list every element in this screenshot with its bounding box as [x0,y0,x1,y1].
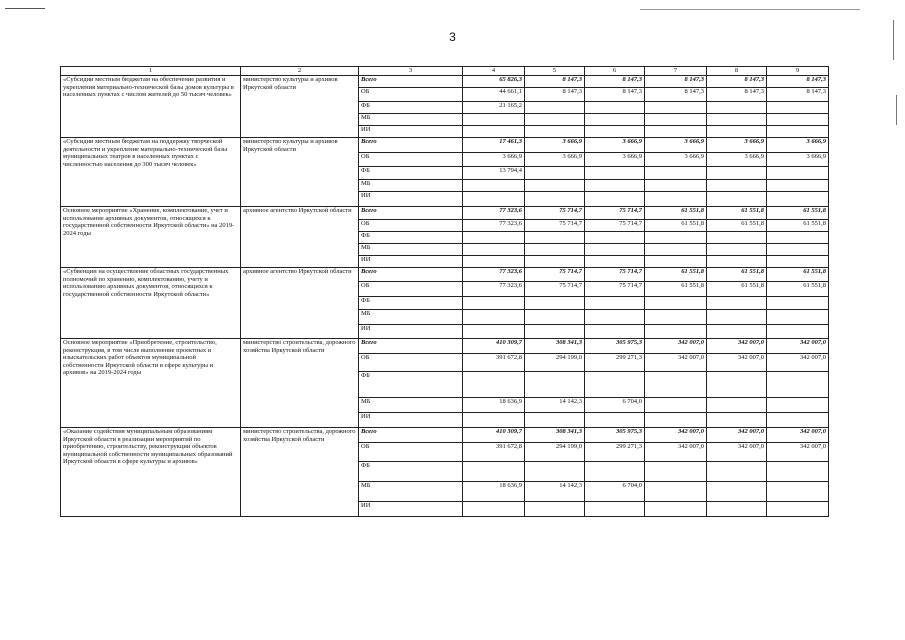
amount-cell: 8 147,3 [767,88,829,102]
amount-cell [525,192,585,207]
amount-cell [585,413,645,428]
amount-cell [585,256,645,268]
amount-cell: 342 007,0 [767,354,829,372]
amount-cell [767,244,829,256]
amount-cell [707,482,767,502]
amount-cell: 61 551,8 [767,207,829,220]
amount-cell [707,310,767,325]
amount-cell: 75 714,7 [525,282,585,297]
amount-cell: 3 666,9 [767,153,829,167]
amount-cell: 342 007,0 [707,339,767,354]
amount-cell: 61 551,8 [645,268,707,282]
table-row [61,76,829,88]
amount-cell: 8 147,3 [767,76,829,88]
amount-cell [707,325,767,339]
amount-cell [525,502,585,517]
funding-source: МБ [359,310,463,325]
funding-source: Всего [359,76,463,88]
amount-cell [645,180,707,192]
amount-cell [707,398,767,413]
amount-cell [525,180,585,192]
activity-description: «Оказание содействия муниципальным образованиям Иркутской области в реализации мероприятий по приобретению, строительству, реконструкции объектов муниципальной собственности муниципальных образований Иркутской области в сфере культуры и архивов» [61,428,241,517]
amount-cell [585,126,645,138]
amount-cell [585,502,645,517]
activity-description: «Субсидии местным бюджетам на обеспечение развития и укрепления материально-технической базы домов культуры в населенных пунктах с числом жителей до 50 тысяч человек» [61,76,241,138]
amount-cell [645,114,707,126]
funding-source: Всего [359,339,463,354]
funding-source: ИИ [359,126,463,138]
amount-cell: 3 666,9 [525,153,585,167]
funding-source: ОБ [359,220,463,232]
amount-cell [525,462,585,482]
amount-cell: 61 551,8 [707,268,767,282]
amount-cell: 18 636,9 [463,482,525,502]
amount-cell: 61 551,8 [707,220,767,232]
amount-cell: 8 147,3 [525,88,585,102]
amount-cell: 65 826,3 [463,76,525,88]
amount-cell [645,502,707,517]
amount-cell: 61 551,8 [707,282,767,297]
responsible-executor: архивное агентство Иркутской области [241,207,359,268]
amount-cell: 77 323,6 [463,268,525,282]
amount-cell [525,256,585,268]
funding-source: ИИ [359,256,463,268]
amount-cell [767,232,829,244]
table-row [61,339,829,354]
amount-cell [463,244,525,256]
activity-description: «Субсидии местным бюджетам на поддержку творческой деятельности и укрепление материально-технической базы муниципальных театров в населенных пунктах с численностью населения до 300 тысяч человек» [61,138,241,207]
amount-cell [767,398,829,413]
amount-cell [767,325,829,339]
amount-cell: 77 323,6 [463,207,525,220]
amount-cell: 61 551,8 [767,282,829,297]
amount-cell: 342 007,0 [645,443,707,462]
amount-cell [645,325,707,339]
amount-cell: 75 714,7 [525,207,585,220]
amount-cell: 8 147,3 [585,76,645,88]
amount-cell: 299 271,3 [585,354,645,372]
amount-cell [645,413,707,428]
amount-cell [645,102,707,114]
amount-cell: 8 147,3 [525,76,585,88]
amount-cell: 342 007,0 [645,339,707,354]
amount-cell [767,114,829,126]
amount-cell: 14 142,3 [525,482,585,502]
amount-cell: 3 666,9 [585,153,645,167]
amount-cell [767,126,829,138]
amount-cell [767,297,829,310]
amount-cell [767,102,829,114]
funding-source: ОБ [359,153,463,167]
amount-cell: 61 551,8 [767,268,829,282]
amount-cell [767,372,829,398]
header-cell: 3 [359,67,463,76]
page-number: 3 [449,30,456,44]
funding-source: Всего [359,268,463,282]
amount-cell [645,244,707,256]
amount-cell: 14 142,3 [525,398,585,413]
amount-cell: 391 672,8 [463,354,525,372]
header-cell: 1 [61,67,241,76]
table-body [61,76,829,517]
amount-cell [463,372,525,398]
responsible-executor: министерство культуры и архивов Иркутской области [241,138,359,207]
amount-cell: 77 323,6 [463,282,525,297]
amount-cell [645,192,707,207]
amount-cell: 3 666,9 [525,138,585,153]
amount-cell [463,114,525,126]
funding-source: ФБ [359,297,463,310]
amount-cell [463,192,525,207]
amount-cell: 305 975,3 [585,428,645,443]
table-row [61,428,829,443]
funding-source: ОБ [359,88,463,102]
activity-description: Основное мероприятие «Приобретение, строительство, реконструкция, в том числе выполнение проектных и изыскательских работ объектов муниципальной собственности Иркутской области в сфере культуры и архивов» на 2019-2024 годы [61,339,241,428]
amount-cell [585,102,645,114]
amount-cell [767,310,829,325]
amount-cell [585,297,645,310]
amount-cell: 391 672,8 [463,443,525,462]
amount-cell: 3 666,9 [707,153,767,167]
header-cell: 7 [645,67,707,76]
amount-cell: 342 007,0 [707,354,767,372]
amount-cell [707,502,767,517]
amount-cell [525,114,585,126]
funding-source: ИИ [359,502,463,517]
funding-source: ФБ [359,167,463,180]
funding-source: ФБ [359,102,463,114]
responsible-executor: министерство культуры и архивов Иркутской области [241,76,359,138]
amount-cell [525,232,585,244]
amount-cell [525,413,585,428]
amount-cell [645,297,707,310]
amount-cell [463,325,525,339]
header-cell: 9 [767,67,829,76]
header-cell: 4 [463,67,525,76]
table-row [61,268,829,282]
amount-cell: 3 666,9 [585,138,645,153]
amount-cell: 3 666,9 [767,138,829,153]
amount-cell: 3 666,9 [645,153,707,167]
amount-cell [525,167,585,180]
funding-source: МБ [359,114,463,126]
amount-cell: 342 007,0 [767,443,829,462]
amount-cell: 75 714,7 [585,207,645,220]
scan-edge-line-left [5,8,45,9]
amount-cell: 75 714,7 [525,220,585,232]
header-cell: 2 [241,67,359,76]
amount-cell: 61 551,8 [645,282,707,297]
header-cell: 8 [707,67,767,76]
amount-cell: 75 714,7 [585,220,645,232]
amount-cell: 75 714,7 [525,268,585,282]
amount-cell [525,325,585,339]
amount-cell [585,372,645,398]
amount-cell [707,192,767,207]
amount-cell: 17 461,3 [463,138,525,153]
amount-cell: 8 147,3 [707,76,767,88]
funding-source: ФБ [359,372,463,398]
funding-source: ФБ [359,462,463,482]
amount-cell: 13 794,4 [463,167,525,180]
funding-source: ОБ [359,354,463,372]
amount-cell: 8 147,3 [645,88,707,102]
funding-source: ФБ [359,232,463,244]
amount-cell: 8 147,3 [707,88,767,102]
amount-cell [463,310,525,325]
amount-cell: 6 704,0 [585,398,645,413]
amount-cell: 77 323,6 [463,220,525,232]
funding-source: ОБ [359,282,463,297]
amount-cell [707,256,767,268]
amount-cell: 342 007,0 [767,428,829,443]
amount-cell: 342 007,0 [707,443,767,462]
scan-margin-mark-2 [896,95,897,125]
amount-cell [767,413,829,428]
amount-cell [463,126,525,138]
funding-source: МБ [359,244,463,256]
amount-cell: 342 007,0 [707,428,767,443]
amount-cell [525,244,585,256]
amount-cell: 299 271,3 [585,443,645,462]
amount-cell [707,413,767,428]
amount-cell [525,372,585,398]
amount-cell [525,310,585,325]
amount-cell [585,180,645,192]
amount-cell [707,114,767,126]
amount-cell: 3 666,9 [463,153,525,167]
funding-source: ОБ [359,443,463,462]
amount-cell [707,126,767,138]
amount-cell: 61 551,8 [645,220,707,232]
amount-cell: 75 714,7 [585,282,645,297]
amount-cell: 294 199,0 [525,354,585,372]
scan-edge-line-right [640,9,860,10]
amount-cell: 61 551,8 [767,220,829,232]
table-row [61,207,829,220]
amount-cell [645,310,707,325]
funding-source: МБ [359,482,463,502]
amount-cell [645,126,707,138]
amount-cell: 305 975,3 [585,339,645,354]
amount-cell [767,180,829,192]
amount-cell [707,462,767,482]
amount-cell [525,297,585,310]
funding-source: Всего [359,138,463,153]
amount-cell [645,232,707,244]
amount-cell [585,462,645,482]
activity-description: «Субвенции на осуществление областных государственных полномочий по хранению, комплектованию, учету и использованию архивных документов, относящихся к государственной собственности Иркутской области» [61,268,241,339]
amount-cell [767,192,829,207]
amount-cell [767,167,829,180]
amount-cell: 410 309,7 [463,428,525,443]
amount-cell [767,482,829,502]
amount-cell: 308 341,3 [525,428,585,443]
amount-cell [645,482,707,502]
amount-cell [707,180,767,192]
amount-cell: 8 147,3 [645,76,707,88]
amount-cell [707,244,767,256]
funding-source: ИИ [359,325,463,339]
responsible-executor: министерство строительства, дорожного хозяйства Иркутской области [241,428,359,517]
amount-cell [463,413,525,428]
amount-cell: 342 007,0 [645,354,707,372]
amount-cell [463,256,525,268]
amount-cell [585,192,645,207]
amount-cell [585,244,645,256]
amount-cell [585,232,645,244]
amount-cell [463,502,525,517]
table-row [61,138,829,153]
amount-cell: 44 661,1 [463,88,525,102]
funding-source: МБ [359,398,463,413]
amount-cell: 342 007,0 [767,339,829,354]
header-cell: 5 [525,67,585,76]
amount-cell [525,102,585,114]
amount-cell [707,102,767,114]
amount-cell [525,126,585,138]
amount-cell [585,114,645,126]
amount-cell: 61 551,8 [645,207,707,220]
funding-source: Всего [359,428,463,443]
amount-cell [645,462,707,482]
amount-cell [585,325,645,339]
amount-cell: 294 199,0 [525,443,585,462]
amount-cell [707,232,767,244]
amount-cell: 308 341,3 [525,339,585,354]
amount-cell [767,256,829,268]
amount-cell [645,398,707,413]
amount-cell [767,502,829,517]
header-cell: 6 [585,67,645,76]
amount-cell [585,167,645,180]
amount-cell: 21 165,2 [463,102,525,114]
amount-cell [645,167,707,180]
funding-source: ИИ [359,413,463,428]
amount-cell [707,167,767,180]
amount-cell: 410 309,7 [463,339,525,354]
amount-cell [463,232,525,244]
responsible-executor: министерство строительства, дорожного хозяйства Иркутской области [241,339,359,428]
amount-cell [645,256,707,268]
funding-source: МБ [359,180,463,192]
amount-cell: 61 551,8 [707,207,767,220]
amount-cell [463,180,525,192]
amount-cell [707,372,767,398]
funding-source: Всего [359,207,463,220]
amount-cell: 8 147,3 [585,88,645,102]
amount-cell [585,310,645,325]
budget-table [60,66,829,517]
amount-cell: 3 666,9 [707,138,767,153]
amount-cell: 18 636,9 [463,398,525,413]
amount-cell [463,297,525,310]
header-row [61,67,829,76]
amount-cell: 6 704,0 [585,482,645,502]
amount-cell: 75 714,7 [585,268,645,282]
amount-cell [463,462,525,482]
funding-source: ИИ [359,192,463,207]
responsible-executor: архивное агентство Иркутской области [241,268,359,339]
amount-cell [645,372,707,398]
amount-cell: 342 007,0 [645,428,707,443]
activity-description: Основное мероприятие «Хранение, комплектование, учет и использование архивных документов, относящихся к государственной собственности Иркутской области» на 2019-2024 годы [61,207,241,268]
amount-cell [707,297,767,310]
amount-cell [767,462,829,482]
amount-cell: 3 666,9 [645,138,707,153]
